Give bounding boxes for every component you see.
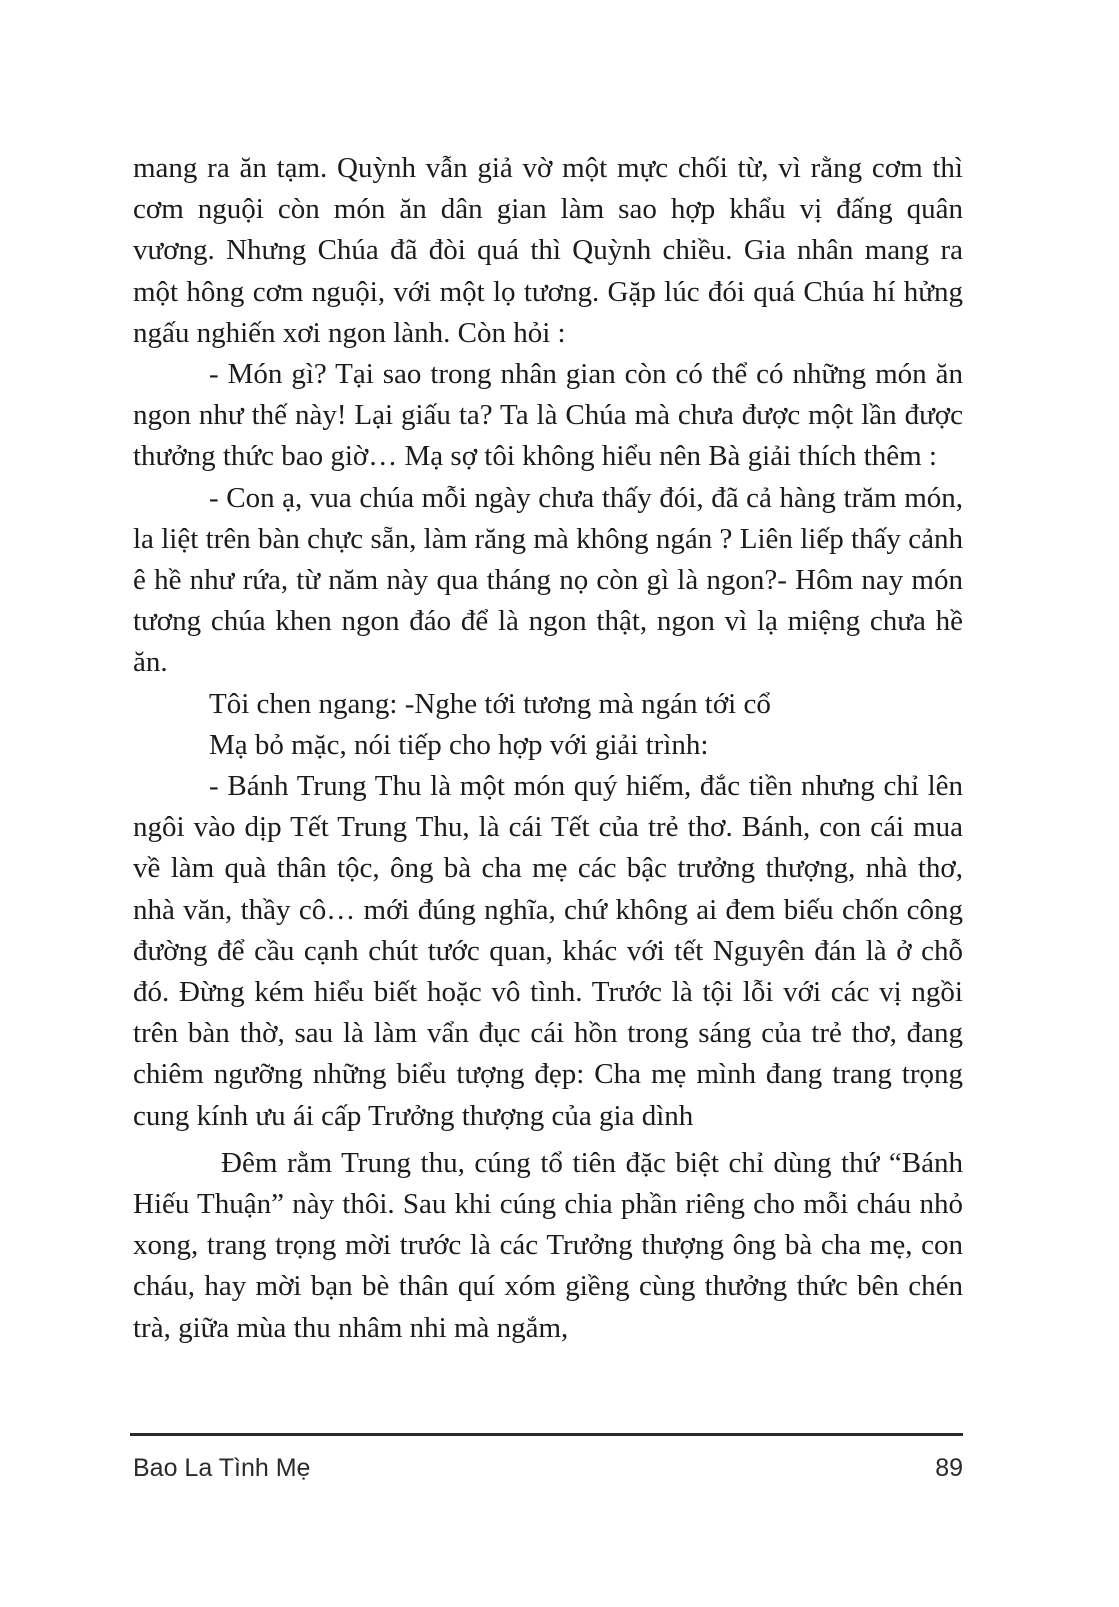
- paragraph: Mạ bỏ mặc, nói tiếp cho hợp với giải trình:: [209, 728, 709, 761]
- paragraph: - Món gì? Tại sao trong nhân gian còn có thể có những món ăn ngon như thế này! Lại giấu ta? Ta là Chúa mà chưa được một lần được thưởng thức bao giờ… Mạ sợ tôi không hiểu nên Bà giải thích thêm :: [133, 358, 963, 473]
- paragraph: Đêm rằm Trung thu, cúng tổ tiên đặc biệt chỉ dùng thứ “Bánh Hiếu Thuận” này thôi. Sau khi cúng chia phần riêng cho mỗi cháu nhỏ xong, trang trọng mời trước là các Trưởng thượng ông bà cha mẹ, con cháu, hay mời bạn bè thân quí xóm giềng cùng thưởng thức bên chén trà, giữa mùa thu nhâm nhi mà ngắm,: [133, 1146, 963, 1344]
- paragraph: - Bánh Trung Thu là một món quý hiếm, đắc tiền nhưng chỉ lên ngôi vào dịp Tết Trung Thu, là cái Tết của trẻ thơ. Bánh, con cái mua về làm quà thân tộc, ông bà cha mẹ các bậc trưởng thượng, nhà thơ, nhà văn, thầy cô… mới đúng nghĩa, chứ không ai đem biếu chốn công đường để cầu cạnh chút tước quan, khác với tết Nguyên đán là ở chỗ đó. Đừng kém hiểu biết hoặc vô tình. Trước là tội lỗi với các vị ngồi trên bàn thờ, sau là làm vẩn đục cái hồn trong sáng của trẻ thơ, đang chiêm ngưỡng những biểu tượng đẹp: Cha mẹ mình đang trang trọng cung kính ưu ái cấp Trưởng thượng của gia dình: [133, 770, 963, 1132]
- page-body-text: [133, 148, 963, 1349]
- footer-divider: [130, 1433, 963, 1436]
- book-title: Bao La Tình Mẹ: [133, 1454, 311, 1482]
- page-number: 89: [935, 1454, 963, 1482]
- paragraph: Tôi chen ngang: -Nghe tới tương mà ngán tới cổ: [209, 687, 771, 720]
- paragraph: - Con ạ, vua chúa mỗi ngày chưa thấy đói, đã cả hàng trăm món, la liệt trên bàn chực sẵn, làm răng mà không ngán ? Liên liếp thấy cảnh ê hề như rứa, từ năm này qua tháng nọ còn gì là ngon?- Hôm nay món tương chúa khen ngon đáo để là ngon thật, ngon vì lạ miệng chưa hề ăn.: [133, 481, 963, 679]
- paragraph: mang ra ăn tạm. Quỳnh vẫn giả vờ một mực chối từ, vì rằng cơm thì cơm nguội còn món ăn dân gian làm sao hợp khẩu vị đấng quân vương. Nhưng Chúa đã đòi quá thì Quỳnh chiều. Gia nhân mang ra một hông cơm nguội, với một lọ tương. Gặp lúc đói quá Chúa hí hửng ngấu nghiến xơi ngon lành. Còn hỏi :: [133, 152, 963, 349]
